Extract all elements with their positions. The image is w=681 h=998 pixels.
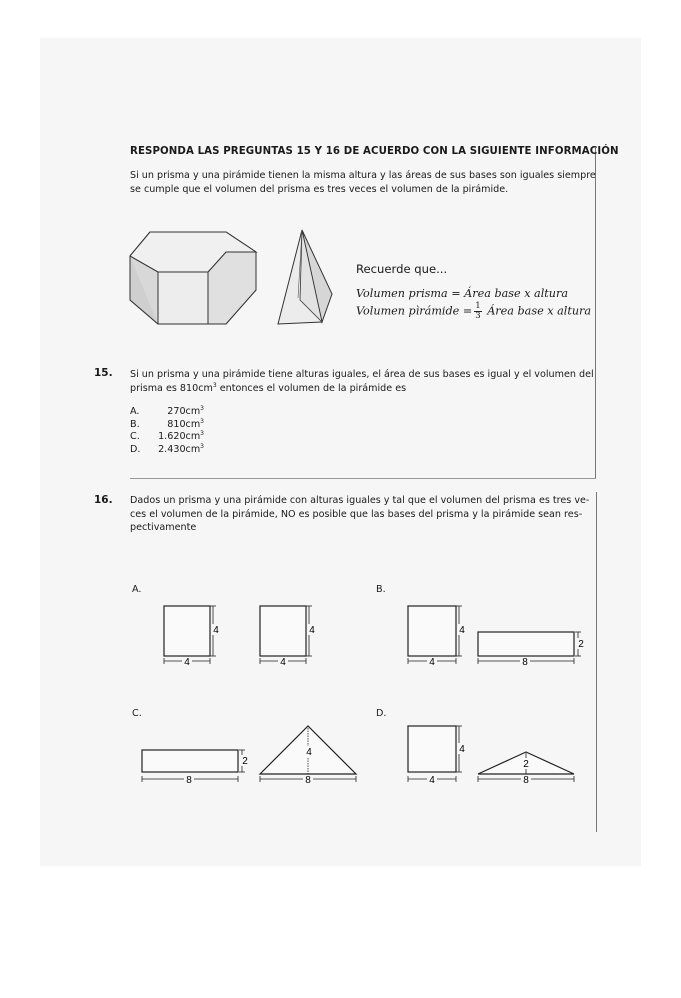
section-divider (130, 478, 596, 479)
dim-label: 4 (184, 657, 190, 668)
right-border-bottom (596, 492, 597, 832)
option-letter: C. (130, 431, 140, 443)
option-value: $270cm^3$ (167, 404, 204, 417)
q16-option-d-label[interactable]: D. (376, 708, 387, 719)
q15-line-2 (130, 382, 600, 396)
fraction-numerator: 1 (475, 301, 481, 311)
q16-option-d-figures (404, 722, 590, 794)
dim-label: 4 (213, 625, 219, 636)
dim-label: 4 (280, 657, 286, 668)
dim-label: 2 (523, 759, 529, 770)
dim-label: 4 (459, 744, 465, 755)
q16-line-1: Dados un prisma y una pirámide con alturas iguales y tal que el volumen del prisma es tres ve- (130, 495, 590, 506)
q16-number: 16. (94, 494, 113, 506)
q16-line-2: ces el volumen de la pirámide, NO es posible que las bases del prisma y la pirámide sean res- (130, 508, 583, 520)
dim-label: 4 (309, 625, 315, 636)
q16-option-c-figures (138, 722, 368, 794)
option-letter: D. (130, 443, 141, 455)
info-line-2: se cumple que el volumen del prisma es tres veces el volumen de la pirámide. (130, 183, 509, 195)
q15-line-1: Si un prisma y una pirámide tiene alturas iguales, el área de sus bases es igual y el volumen del (130, 369, 594, 380)
q15-option-d[interactable] (130, 444, 250, 457)
info-line-1: Si un prisma y una pirámide tienen la misma altura y las áreas de sus bases son iguales siempre (130, 170, 596, 181)
dim-label: 8 (305, 775, 311, 786)
dim-label: 2 (578, 639, 584, 650)
q16-option-c-label[interactable]: C. (132, 708, 142, 719)
fraction-denominator: 3 (475, 311, 481, 321)
q15-number: 15. (94, 367, 113, 379)
q15-option-c[interactable] (130, 431, 250, 444)
q16-option-a-label[interactable]: A. (132, 584, 142, 595)
option-value: $1.620cm^3$ (158, 430, 204, 443)
option-value: $2.430cm^3$ (158, 442, 204, 455)
q15-option-a[interactable] (130, 406, 250, 419)
reminder-title: Recuerde que... (356, 262, 448, 276)
q15-text (130, 368, 600, 395)
option-letter: B. (130, 418, 140, 430)
one-third-fraction (474, 302, 481, 321)
q15-line-2-b: entonces el volumen de la pirámide es (216, 382, 407, 394)
cubed-superscript: 3 (212, 381, 217, 389)
q16-option-b-figures (404, 600, 590, 672)
dim-label: 4 (459, 625, 465, 636)
q16-option-b-label[interactable]: B. (376, 584, 386, 595)
q16-option-a-figures (160, 600, 330, 672)
dim-label: 4 (429, 775, 435, 786)
option-letter: A. (130, 406, 140, 417)
right-border-top (595, 148, 596, 478)
option-value: $810cm^3$ (167, 417, 204, 430)
q16-line-3: pectivamente (130, 522, 197, 533)
q15-option-b[interactable] (130, 419, 250, 432)
formula-pyramid-left: Volumen pìrámide (356, 304, 460, 318)
dim-label: 2 (242, 756, 248, 767)
info-heading: RESPONDA LAS PREGUNTAS 15 Y 16 DE ACUERDO CON LA SIGUIENTE INFORMACIÓN (130, 146, 619, 157)
q15-line-2-a: prisma es 810cm (130, 382, 213, 394)
dim-label: 4 (306, 747, 312, 758)
equals-sign: = (451, 287, 465, 300)
q15-options (130, 406, 250, 462)
formula-prism (356, 287, 568, 300)
dim-label: 8 (522, 657, 528, 668)
dim-label: 8 (523, 775, 529, 786)
formula-prism-left: Volumen prisma (356, 287, 448, 300)
pyramid-figure (276, 228, 336, 328)
formula-prism-right: Área base x altura (464, 287, 569, 300)
info-text (130, 169, 600, 196)
dim-label: 8 (186, 775, 192, 786)
formula-pyramid-right: Área base x altura (487, 304, 592, 318)
dim-label: 4 (429, 657, 435, 668)
q16-text (130, 494, 596, 535)
equals-sign: = (462, 304, 473, 318)
formula-pyramid (356, 302, 591, 321)
hexagonal-prism-figure (128, 228, 260, 330)
